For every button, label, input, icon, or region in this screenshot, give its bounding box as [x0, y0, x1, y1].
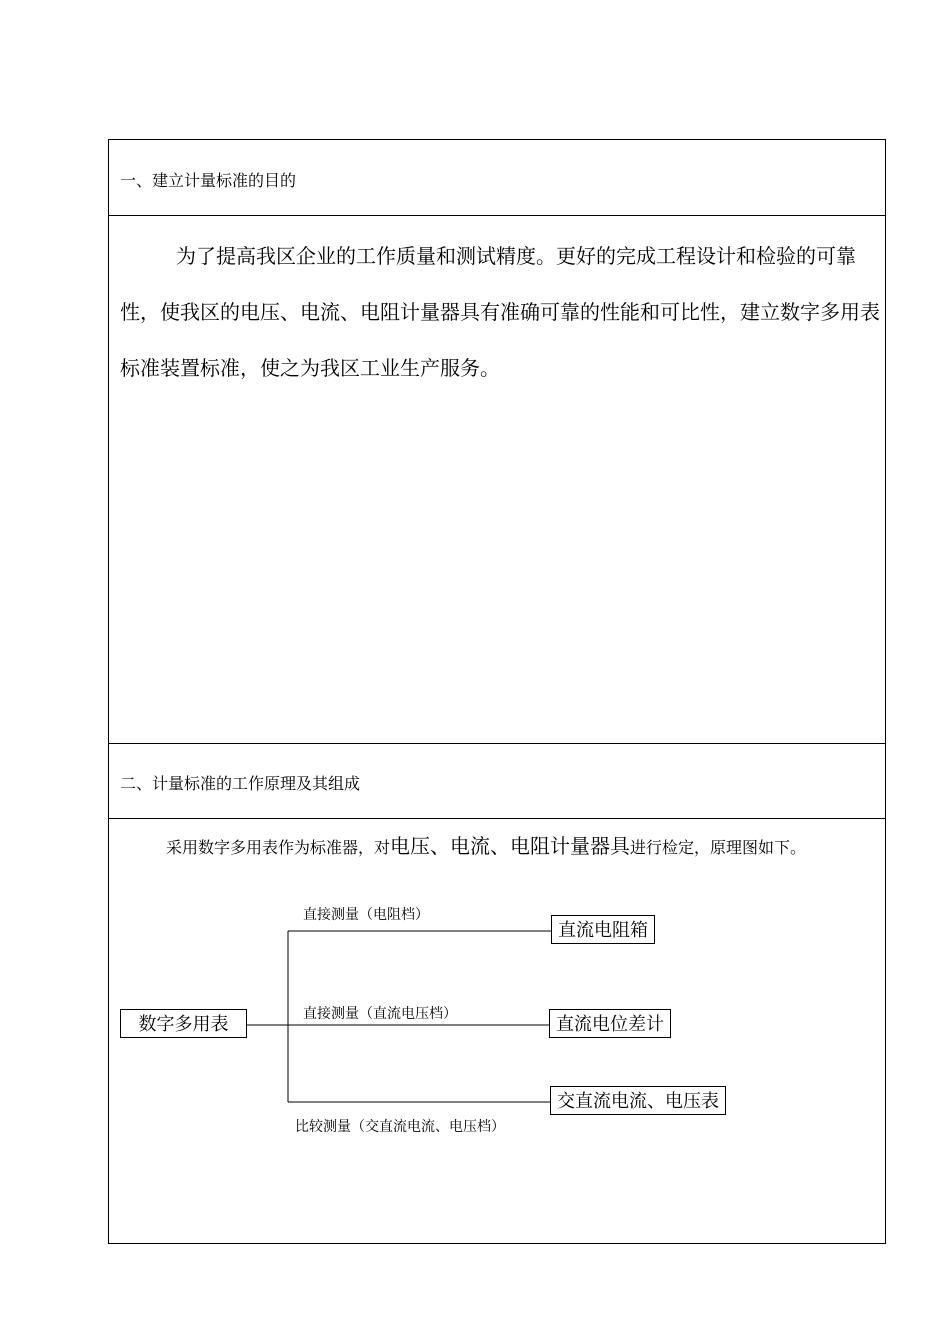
section1-heading: 一、建立计量标准的目的	[120, 171, 297, 190]
section2-body-part2: 电压、电流、电阻计量器具	[390, 834, 631, 858]
section2-heading: 二、计量标准的工作原理及其组成	[120, 774, 361, 793]
section2-body	[120, 829, 880, 865]
section1-heading-row	[109, 140, 885, 215]
target-box-ac-dc-meter: 交直流电流、电压表	[550, 1086, 726, 1115]
label-direct-resistance: 直接测量（电阻档）	[303, 907, 429, 923]
target-box-dc-resistance: 直流电阻箱	[551, 915, 655, 944]
section2-body-part1: 采用数字多用表作为标准器，对	[166, 838, 391, 857]
section1-body: 为了提高我区企业的工作质量和测试精度。更好的完成工程设计和检验的可靠性，使我区的电压、电流、电阻计量器具有准确可靠的性能和可比性，建立数字多用表标准装置标准，使之为我区工业生产服务。	[120, 244, 880, 380]
label-comparison: 比较测量（交直流电流、电压档）	[295, 1119, 505, 1135]
document-frame	[108, 139, 886, 1244]
source-box-dmm: 数字多用表	[120, 1009, 247, 1038]
divider	[109, 818, 885, 819]
target-box-dc-potentiometer: 直流电位差计	[549, 1009, 671, 1038]
divider	[109, 215, 885, 216]
section2-heading-row	[109, 743, 885, 818]
label-direct-dc-voltage: 直接测量（直流电压档）	[303, 1006, 457, 1022]
section2-body-part3: 进行检定，原理图如下。	[630, 838, 807, 857]
